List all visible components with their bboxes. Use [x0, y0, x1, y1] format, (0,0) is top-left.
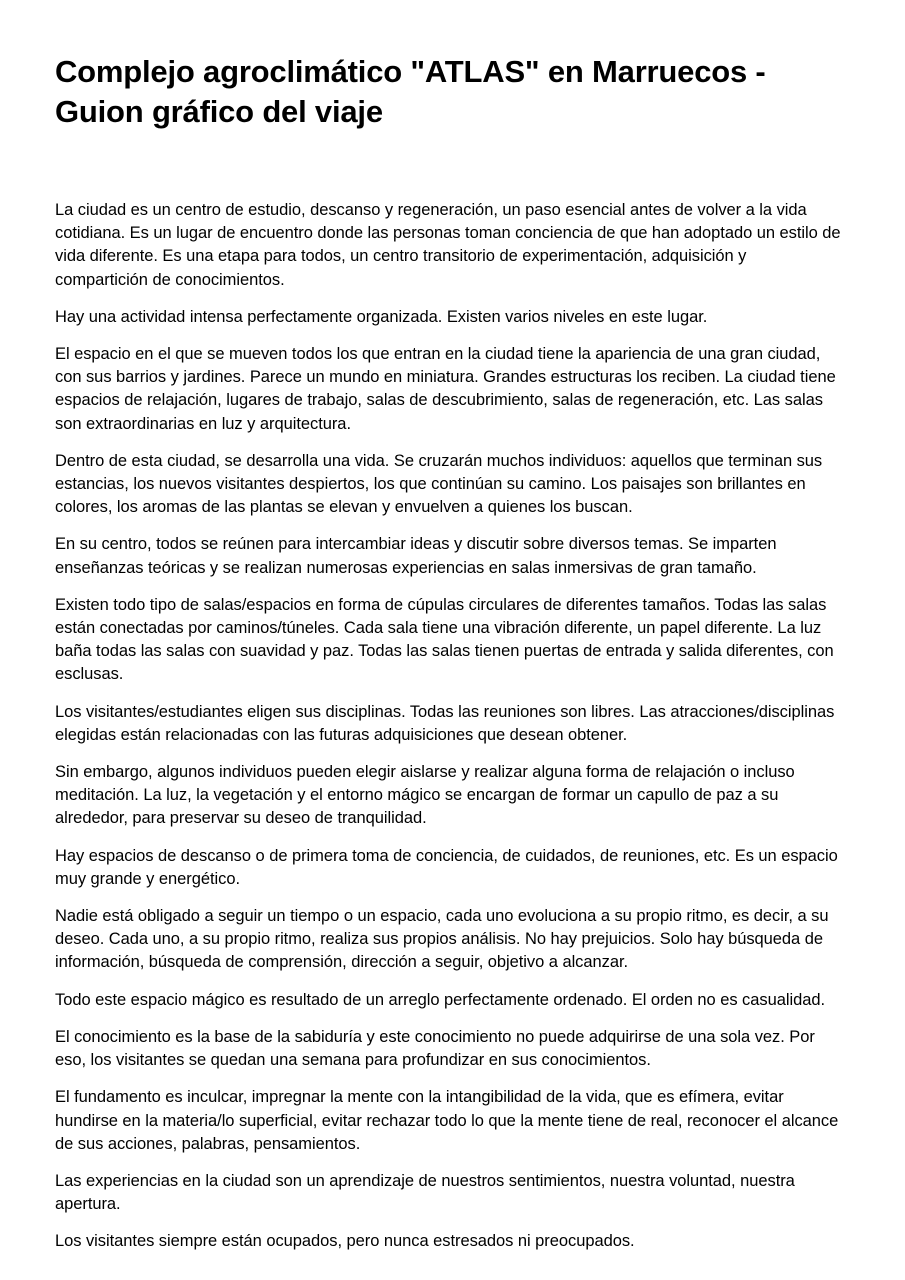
paragraph: El fundamento es inculcar, impregnar la mente con la intangibilidad de la vida, que es efímera, evitar hundirse en la materia/lo superficial, evitar rechazar todo lo que la mente tiene de real, reconocer el alcance de sus acciones, palabras, pensamientos. [55, 1088, 839, 1153]
paragraph: Nadie está obligado a seguir un tiempo o un espacio, cada uno evoluciona a su propio ritmo, es decir, a su deseo. Cada uno, a su propio ritmo, realiza sus propios análisis. No hay prejuicios. Solo hay búsqueda de información, búsqueda de comprensión, dirección a seguir, objetivo a alcanzar. [55, 907, 829, 972]
paragraph: Hay espacios de descanso o de primera toma de conciencia, de cuidados, de reuniones, etc. Es un espacio muy grande y energético. [55, 846, 838, 888]
page-content-column [55, 0, 843, 1254]
document-body [55, 199, 843, 1254]
paragraph: Existen todo tipo de salas/espacios en forma de cúpulas circulares de diferentes tamaños. Todas las salas están conectadas por caminos/túneles. Cada sala tiene una vibración diferente, un papel diferente. La luz baña todas las salas con suavidad y paz. Todas las salas tienen puertas de entrada y salida diferentes, con esclusas. [55, 595, 834, 684]
paragraph: En su centro, todos se reúnen para intercambiar ideas y discutir sobre diversos temas. Se imparten enseñanzas teóricas y se realizan numerosas experiencias en salas inmersivas de gran tamaño. [55, 535, 777, 577]
paragraph: Todo este espacio mágico es resultado de un arreglo perfectamente ordenado. El orden no es casualidad. [55, 990, 825, 1009]
page-title: Complejo agroclimático "ATLAS" en Marruecos - Guion gráfico del viaje [55, 54, 766, 129]
paragraph: La ciudad es un centro de estudio, descanso y regeneración, un paso esencial antes de volver a la vida cotidiana. Es un lugar de encuentro donde las personas toman conciencia de que han adoptado un estilo de vida diferente. Es una etapa para todos, un centro transitorio de experimentación, adquisición y compartición de conocimientos. [55, 201, 841, 289]
paragraph: El conocimiento es la base de la sabiduría y este conocimiento no puede adquirirse de una sola vez. Por eso, los visitantes se quedan una semana para profundizar en sus conocimientos. [55, 1027, 815, 1070]
paragraph: Los visitantes/estudiantes eligen sus disciplinas. Todas las reuniones son libres. Las atracciones/disciplinas elegidas están relacionadas con las futuras adquisiciones que desean obtener. [55, 702, 835, 744]
paragraph: Dentro de esta ciudad, se desarrolla una vida. Se cruzarán muchos individuos: aquellos que terminan sus estancias, los nuevos visitantes despiertos, los que continúan su camino. Los paisajes son brillantes en colores, los aromas de las plantas se elevan y envuelven a quienes los buscan. [55, 451, 823, 517]
paragraph: Los visitantes siempre están ocupados, pero nunca estresados ni preocupados. [55, 1232, 635, 1251]
paragraph: El espacio en el que se mueven todos los que entran en la ciudad tiene la apariencia de una gran ciudad, con sus barrios y jardines. Parece un mundo en miniatura. Grandes estructuras los reciben. La ciudad tiene espacios de relajación, lugares de trabajo, salas de descubrimiento, salas de regeneración, etc. Las salas son extraordinarias en luz y arquitectura. [55, 345, 836, 433]
paragraph: Hay una actividad intensa perfectamente organizada. Existen varios niveles en este lugar. [55, 307, 708, 326]
paragraph: Sin embargo, algunos individuos pueden elegir aislarse y realizar alguna forma de relajación o incluso meditación. La luz, la vegetación y el entorno mágico se encargan de formar un capullo de paz a su alrededor, para preservar su deseo de tranquilidad. [55, 763, 795, 828]
paragraph: Las experiencias en la ciudad son un aprendizaje de nuestros sentimientos, nuestra voluntad, nuestra apertura. [55, 1171, 795, 1214]
